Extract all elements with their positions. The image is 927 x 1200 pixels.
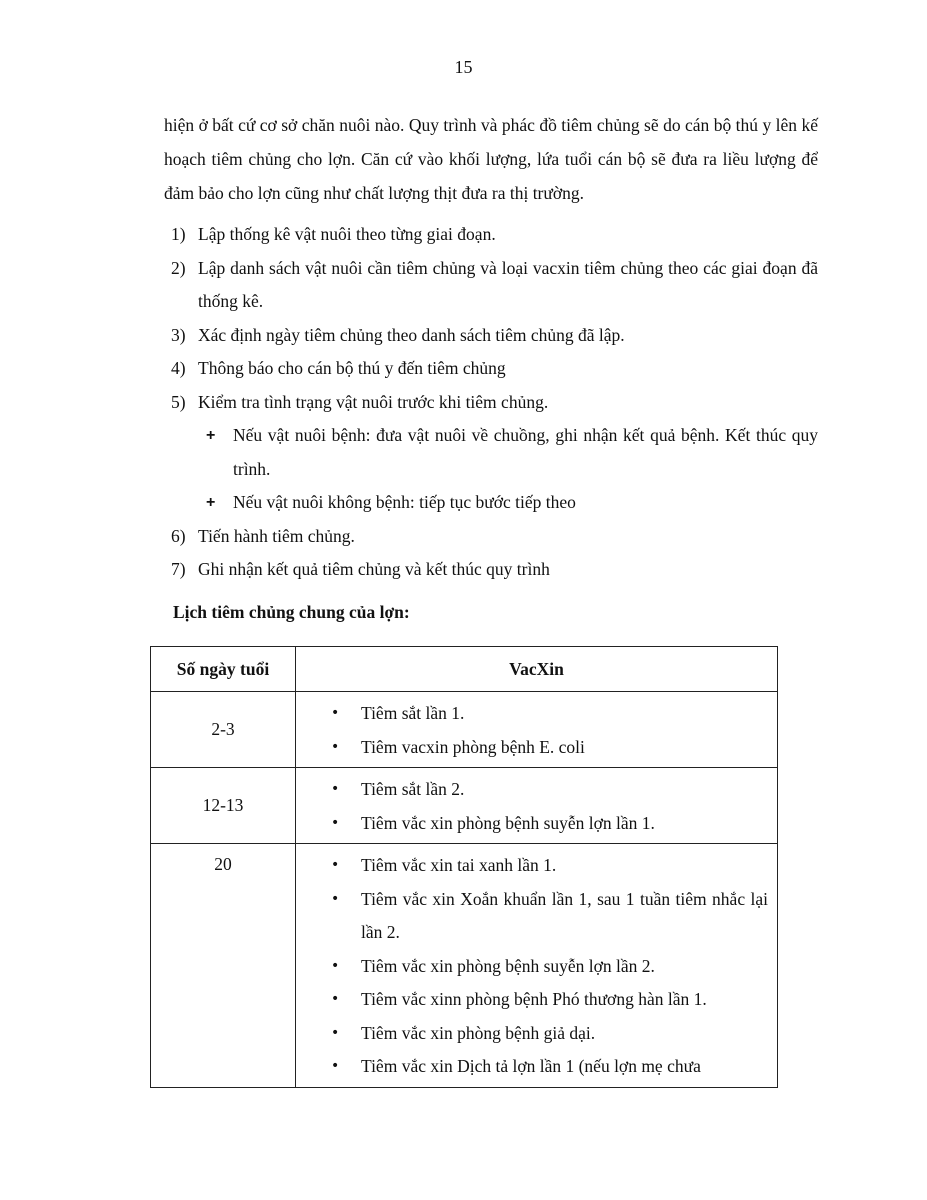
step-number: 3): [171, 324, 186, 345]
vaccine-text: Tiêm vắc xin phòng bệnh suyễn lợn lần 2.: [361, 955, 655, 976]
vaccine-item: [297, 773, 768, 807]
step-text: Lập thống kê vật nuôi theo từng giai đoạn.: [198, 224, 496, 244]
age-cell: 20: [151, 844, 296, 1088]
step-text: Tiến hành tiêm chủng.: [198, 525, 355, 546]
vaccination-table: [150, 646, 778, 1088]
vaccine-text: Tiêm vacxin phòng bệnh E. coli: [361, 736, 585, 757]
vaccine-text: Tiêm vắc xin phòng bệnh giả dại.: [361, 1022, 596, 1043]
vaccine-item: [297, 731, 768, 765]
step-text: Xác định ngày tiêm chủng theo danh sách tiêm chủng đã lập.: [198, 324, 625, 345]
step-item: [164, 218, 818, 252]
vaccine-list: [297, 693, 776, 766]
substep-item: [164, 419, 818, 486]
bullet-icon: •: [331, 957, 340, 974]
vaccine-list: [297, 769, 776, 842]
step-item: [164, 352, 818, 386]
step-text: Thông báo cho cán bộ thú y đến tiêm chủng: [198, 358, 506, 378]
step-item: [164, 319, 818, 353]
vaccine-item: [297, 983, 768, 1017]
step-number: 6): [171, 525, 186, 546]
vaccine-cell: [296, 768, 778, 844]
bullet-icon: •: [331, 991, 340, 1007]
substep-text: Nếu vật nuôi bệnh: đưa vật nuôi về chuồng, ghi nhận kết quả bệnh. Kết thúc quy trình.: [233, 425, 818, 479]
vaccine-item: [297, 849, 768, 883]
vaccine-item: [297, 1050, 768, 1084]
table-row: [151, 768, 778, 844]
step-text: Kiểm tra tình trạng vật nuôi trước khi tiêm chủng.: [198, 391, 549, 412]
vaccine-item: [297, 807, 768, 841]
step-item: [164, 520, 818, 554]
bullet-icon: •: [331, 738, 340, 755]
procedure-steps: [164, 218, 818, 587]
substep-item: [164, 486, 818, 520]
vaccine-cell: [296, 692, 778, 768]
header-age: Số ngày tuổi: [151, 647, 296, 692]
vaccine-text: Tiêm vắc xin tai xanh lần 1.: [361, 855, 557, 875]
step-item: [164, 252, 818, 319]
intro-paragraph: hiện ở bất cứ cơ sở chăn nuôi nào. Quy trình và phác đồ tiêm chủng sẽ do cán bộ thú y lên kế hoạch tiêm chủng cho lợn. Căn cứ vào khối lượng, lứa tuổi cán bộ sẽ đưa ra liều lượng để đảm bảo cho lợn cũng như chất lượng thịt đưa ra thị trường.: [164, 115, 818, 203]
bullet-icon: •: [331, 890, 340, 907]
bullet-icon: •: [331, 781, 340, 797]
substep-text: Nếu vật nuôi không bệnh: tiếp tục bước tiếp theo: [233, 492, 576, 512]
vaccine-item: [297, 883, 768, 950]
vaccine-text: Tiêm sắt lần 2.: [361, 779, 465, 799]
step-number: 2): [171, 257, 186, 278]
header-vaccine: VacXin: [296, 647, 778, 692]
vaccine-list: [297, 845, 776, 1086]
vaccine-text: Tiêm sắt lần 1.: [361, 703, 465, 723]
vaccine-item: [297, 950, 768, 984]
vaccine-text: Tiêm vắc xin Xoắn khuẩn lần 1, sau 1 tuần tiêm nhắc lại lần 2.: [361, 888, 768, 942]
plus-marker: +: [206, 427, 216, 444]
step-text: Ghi nhận kết quả tiêm chủng và kết thúc quy trình: [198, 559, 550, 579]
plus-marker: +: [206, 494, 216, 511]
step-number: 1): [171, 224, 186, 244]
step-text: Lập danh sách vật nuôi cần tiêm chủng và loại vacxin tiêm chủng theo các giai đoạn đã thống kê.: [198, 257, 818, 311]
bullet-icon: •: [331, 1058, 340, 1074]
bullet-icon: •: [331, 857, 340, 873]
step-number: 5): [171, 391, 186, 412]
vaccine-text: Tiêm vắc xin Dịch tả lợn lần 1 (nếu lợn mẹ chưa: [361, 1056, 701, 1076]
schedule-heading: Lịch tiêm chủng chung của lợn:: [173, 602, 410, 622]
table-row: [151, 844, 778, 1088]
bullet-icon: •: [331, 814, 340, 831]
vaccine-item: [297, 1017, 768, 1051]
step-number: 7): [171, 559, 186, 579]
step-number: 4): [171, 358, 186, 378]
vaccine-text: Tiêm vắc xin phòng bệnh suyễn lợn lần 1.: [361, 812, 655, 833]
table-row: [151, 692, 778, 768]
step-item: [164, 553, 818, 587]
bullet-icon: •: [331, 705, 340, 721]
vaccine-cell: [296, 844, 778, 1088]
table-header-row: [151, 647, 778, 692]
age-cell: 2-3: [151, 692, 296, 768]
vaccine-item: [297, 697, 768, 731]
vaccine-text: Tiêm vắc xinn phòng bệnh Phó thương hàn lần 1.: [361, 989, 707, 1009]
page-number: 15: [454, 57, 473, 77]
age-cell: 12-13: [151, 768, 296, 844]
bullet-icon: •: [331, 1024, 340, 1041]
step-item: [164, 386, 818, 420]
